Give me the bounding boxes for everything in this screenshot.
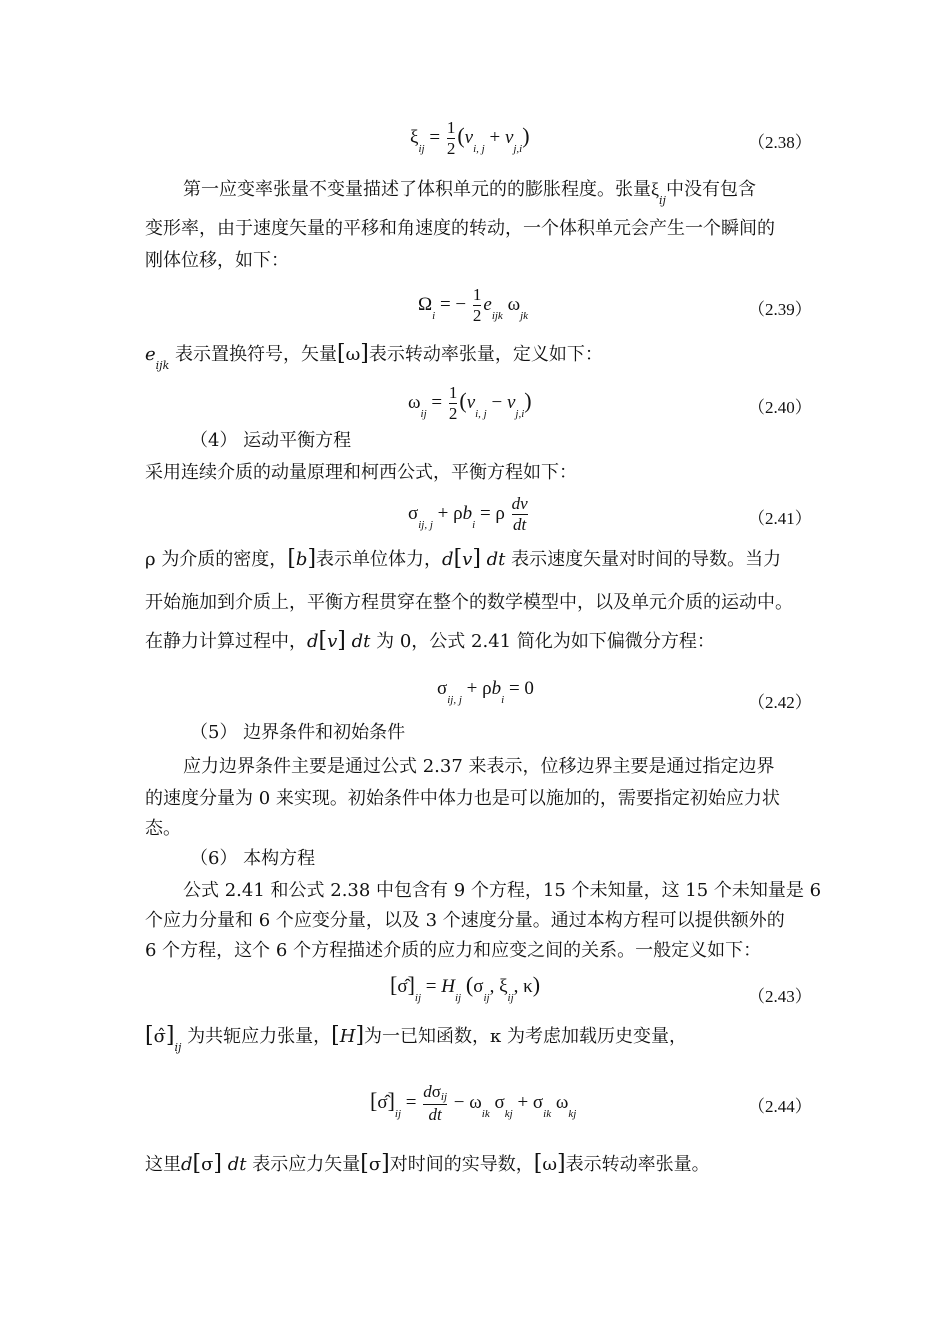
equation-number: （2.44）	[748, 1097, 812, 1116]
paragraph-line: ρ 为介质的密度，[b]表示单位体力，d[v] dt 表示速度矢量对时间的导数。当力	[145, 546, 782, 571]
paragraph-line: 应力边界条件主要是通过公式 2.37 来表示，位移边界主要是通过指定边界	[183, 756, 775, 777]
equation-2-39	[0, 285, 950, 333]
paragraph-line: 的速度分量为 0 来实现。初始条件中体力也是可以施加的，需要指定初始应力状	[145, 788, 780, 809]
equation-body: $\omega_{ij}$ = $\frac{1}{2}$ $(v_{i, j} - v_{j,i})$	[408, 383, 532, 423]
equation-body: $[\sigmâ]_{ij}$ = $\frac{\text{dσij}}{dt}$ − $\omega_{ik}$ $\sigma_{kj} + \sigma_{ik}$ $\omega_{kj}$	[370, 1082, 577, 1124]
equation-body: $\sigma_{ij, j} + \rho b_i = \rho$ $\frac{dv}{dt}$	[408, 494, 528, 534]
equation-body: $\xi_{ij}$ = $\frac{1}{2}$ $(v_{i, j} + v_{j,i})$	[410, 118, 530, 158]
equation-2-38	[0, 118, 950, 166]
equation-2-44	[0, 1082, 950, 1130]
paragraph-line: 采用连续介质的动量原理和柯西公式，平衡方程如下：	[145, 462, 577, 483]
equation-2-41	[0, 494, 950, 542]
equation-body: $\sigma_{ij, j} + \rho b_i = 0$	[437, 678, 534, 706]
equation-number: （2.43）	[748, 987, 812, 1006]
section-heading: （5） 边界条件和初始条件	[190, 722, 406, 743]
paragraph-line: 这里d[σ] dt 表示应力矢量[σ]对时间的实导数，[ω]表示转动率张量。	[145, 1151, 710, 1176]
paragraph-line: 刚体位移，如下：	[145, 250, 289, 271]
paragraph-line: $[\sigmâ]_{ij}$ 为共轭应力张量，[H]为一已知函数，κ 为考虑加载历史变量，	[145, 1023, 688, 1054]
equation-number: （2.39）	[748, 300, 812, 319]
equation-2-43	[0, 972, 950, 1020]
equation-number: （2.41）	[748, 509, 812, 528]
paragraph-line: $e_{ijk}$ 表示置换符号，矢量[ω]表示转动率张量，定义如下：	[145, 341, 603, 372]
paragraph-line: 第一应变率张量不变量描述了体积单元的的膨胀程度。张量$\xi_{ij}$中没有包含	[183, 179, 756, 207]
equation-body: $\Omega_i$ = − $\frac{1}{2}$ $e_{ijk}$ $\omega_{jk}$	[418, 285, 529, 325]
paragraph-line: 变形率，由于速度矢量的平移和角速度的转动，一个体积单元会产生一个瞬间的	[145, 218, 775, 239]
paragraph-line: 在静力计算过程中，d[v] dt 为 0，公式 2.41 简化为如下偏微分方程：	[145, 628, 715, 653]
equation-number: （2.42）	[748, 693, 812, 712]
equation-number: （2.38）	[748, 133, 812, 152]
section-heading: （6） 本构方程	[190, 848, 316, 869]
paragraph-line: 公式 2.41 和公式 2.38 中包含有 9 个方程，15 个未知量，这 15 个未知量是 6	[183, 880, 822, 901]
paragraph-line: 6 个方程，这个 6 个方程描述介质的应力和应变之间的关系。一般定义如下：	[145, 940, 762, 961]
paragraph-line: 个应力分量和 6 个应变分量，以及 3 个速度分量。通过本构方程可以提供额外的	[145, 910, 785, 931]
equation-body: $[\sigmâ]_{ij} = H_{ij}$ ($\sigma_{ij}$, $\xi_{ij}$, κ)	[390, 972, 541, 1004]
paragraph-line: 开始施加到介质上，平衡方程贯穿在整个的数学模型中，以及单元介质的运动中。	[145, 592, 793, 613]
equation-number: （2.40）	[748, 398, 812, 417]
equation-2-42	[0, 678, 950, 726]
paragraph-line: 态。	[145, 818, 181, 839]
section-heading: （4） 运动平衡方程	[190, 430, 352, 451]
equation-2-40	[0, 383, 950, 431]
